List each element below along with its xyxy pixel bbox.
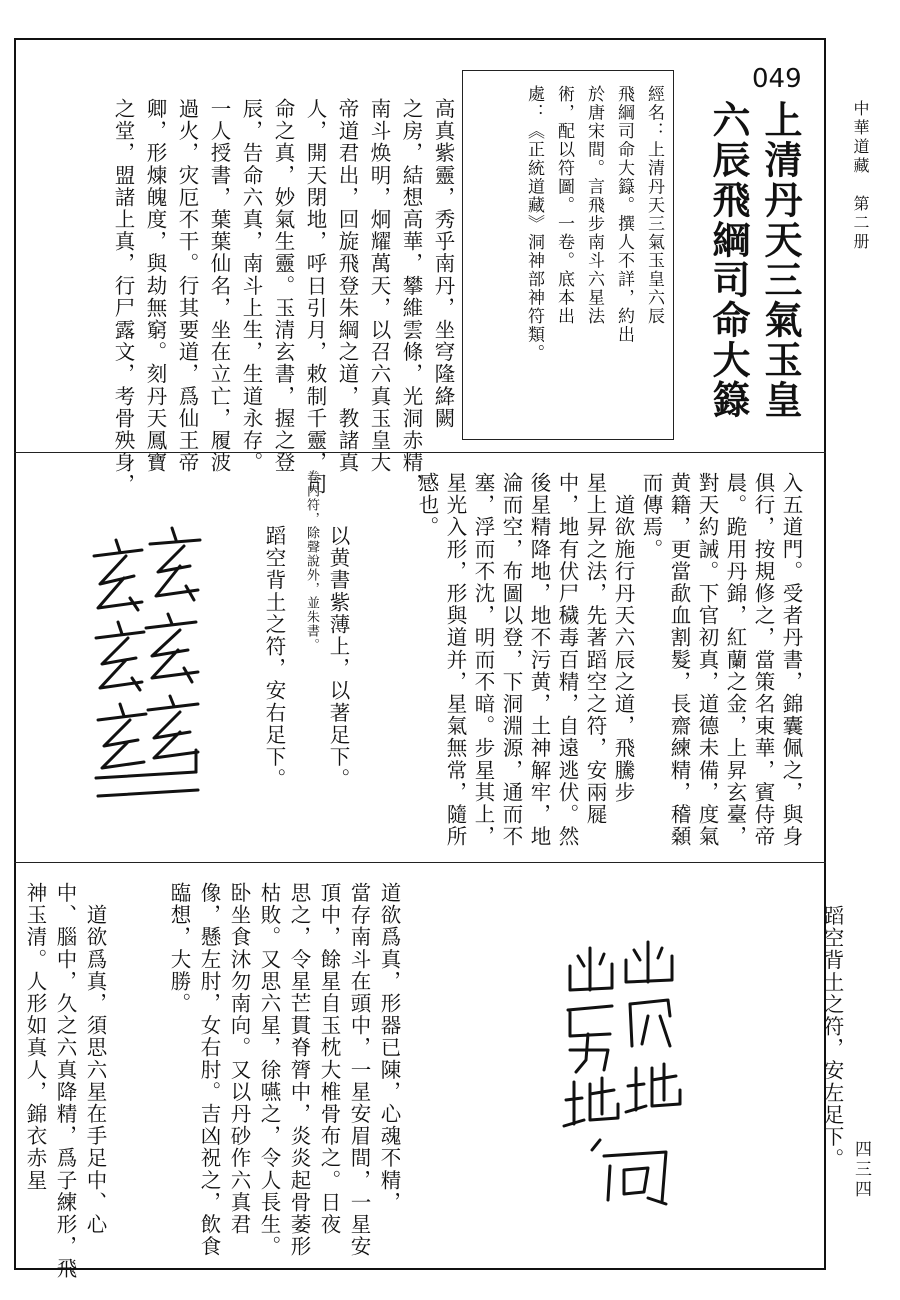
bottom-a-column: 道欲爲真，形器已陳，心魂不精， (377, 882, 401, 1214)
middle-section-column: 對天約誡。下官初真，道德未備，度氣 (695, 472, 719, 848)
top-section-column: 辰，告命六真，南斗上生，生道永存。 (239, 98, 263, 474)
running-head: 中華道藏 第二册 (851, 100, 870, 252)
preface-column: 處：《正統道藏》洞神部神符類。 (524, 85, 544, 363)
note-annotation (302, 470, 320, 810)
bottom-b-column: 中、腦中，久之六真降精，爲子練形，飛 (53, 882, 77, 1280)
top-section-column: 過火，灾厄不干。行其要道，爲仙王帝 (175, 98, 199, 474)
top-section-column: 一人授書，葉葉仙名，坐在立亡，履波 (207, 98, 231, 474)
top-section-column: 卿，形煉魄度，與劫無窮。刻丹天鳳寶 (143, 98, 167, 474)
middle-section-column: 而傳焉。 (639, 472, 663, 561)
title-line-1: 上清丹天三氣玉皇 (758, 100, 803, 420)
bottom-section-text-b (22, 882, 112, 1280)
note-after: 蹈空背土之符，安右足下。 (262, 525, 286, 791)
middle-section-column: 黄籍，更當歃血割髮，長齋練精，稽顙 (667, 472, 691, 848)
middle-section-column: 中，地有伏尸穢毒百精，自遠逃伏。然 (555, 472, 579, 848)
text-number: 049 (752, 64, 802, 94)
bottom-a-column: 像，懸左肘，女右肘。吉凶祝之，飲食 (197, 882, 221, 1258)
talisman-left-caption: 蹈空背土之符，安左足下。 (820, 905, 844, 1171)
top-section-column: 帝道君出，回旋飛登朱綱之道，教諸真 (335, 98, 359, 474)
bottom-a-column: 頂中，餘星自玉枕大椎骨布之。日夜 (317, 882, 341, 1236)
middle-section-column: 星光入形，形與道并，星氣無常，隨所 (443, 472, 467, 848)
talisman-right-foot (80, 510, 210, 810)
top-section-column: 高真紫靈，秀乎南丹，坐穹隆絳闕 (431, 98, 455, 430)
middle-section-column: 俱行，按規修之，當策名東華，賓侍帝 (751, 472, 775, 848)
top-section-column: 人，開天閉地，呼日引月，敕制千靈，司 (303, 98, 327, 496)
bottom-a-column: 枯敗。又思六星，徐嚥之，令人長生。 (257, 882, 281, 1258)
section-divider-bottom (14, 862, 826, 863)
top-section-text (108, 98, 460, 496)
preface-column: 飛綱司命大籙。撰人不詳，約出 (614, 85, 634, 344)
bottom-section-text-a (166, 882, 406, 1258)
middle-section-column: 感也。 (415, 472, 439, 539)
bottom-a-column: 卧坐食沐勿南向。又以丹砂作六真君 (227, 882, 251, 1236)
top-section-column: 命之真，妙氣生靈。玉清玄書，握之登 (271, 98, 295, 474)
preface-column: 術，配以符圖。一卷。底本出 (554, 85, 574, 326)
bottom-a-column: 思之，令星芒貫脊膂中，炎炎起骨萎形 (287, 882, 311, 1258)
bottom-b-column: 神玉清。人形如真人，錦衣赤星 (23, 882, 47, 1192)
note-main: 以黄書紫薄上，以著足下。 (326, 525, 350, 791)
middle-section-column: 道欲施行丹天六辰之道，飛騰步 (611, 472, 635, 804)
bottom-a-column: 臨想，大勝。 (167, 882, 191, 1015)
middle-section-column: 晨。跪用丹錦，紅蘭之金，上昇玄臺， (723, 472, 747, 848)
title-line-2: 六辰飛綱司命大籙 (706, 100, 751, 420)
top-section-column: 之堂，盟諸上真，行尸露文，考骨殃身， (111, 98, 135, 496)
middle-section-column: 星上昇之法，先著蹈空之符，安兩屣 (583, 472, 607, 826)
top-section-column: 之房，結想高華，攀維雲條，光洞赤精， (399, 98, 423, 496)
top-section-column: 南斗焕明，炯耀萬天，以召六真玉皇大 (367, 98, 391, 474)
note-annotation-text: 卷内符，除聲說外，並朱書。 (304, 470, 319, 652)
bottom-a-column: 當存南斗在頭中，一星安眉間，一星安 (347, 882, 371, 1258)
middle-section-column: 後星精降地，地不污黄，土神解牢，地 (527, 472, 551, 848)
preface-box (462, 70, 674, 440)
middle-section-text (416, 472, 808, 848)
preface-column: 於唐宋間。言飛步南斗六星法 (584, 85, 604, 326)
preface-column: 經名：上清丹天三氣玉皇六辰 (644, 85, 664, 326)
bottom-b-column: 道欲爲真，須思六星在手足中、心 (83, 882, 107, 1236)
talisman-left-foot (548, 920, 688, 1210)
middle-section-column: 塞，浮而不沈，明而不暗。步星其上， (471, 472, 495, 848)
middle-section-column: 淪而空，布圖以登，下洞淵源，通而不 (499, 472, 523, 848)
middle-section-column: 入五道門。受者丹書，錦囊佩之，與身 (779, 472, 803, 848)
page-number: 四三四 (851, 1140, 871, 1200)
